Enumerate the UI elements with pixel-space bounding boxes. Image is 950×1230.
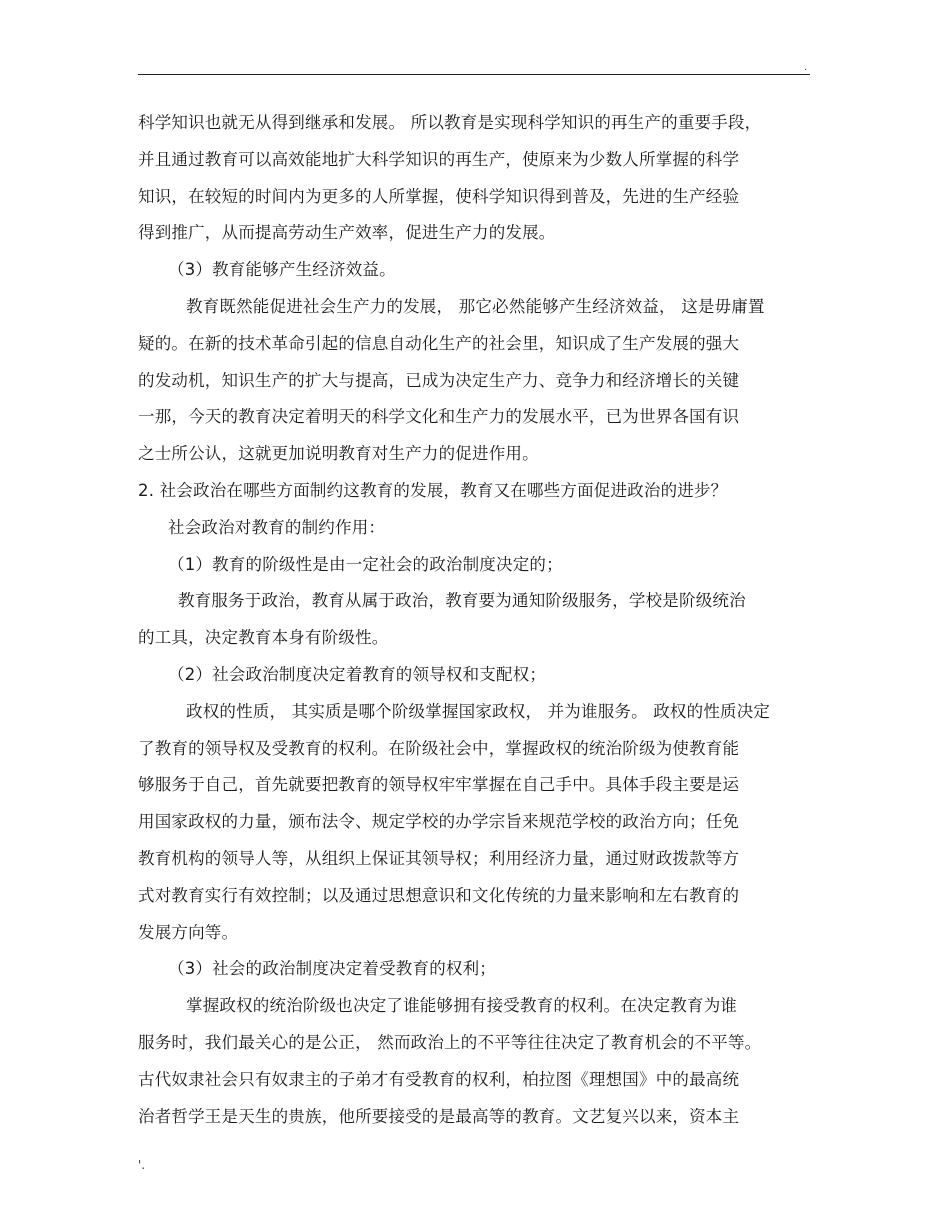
text-line: 政权的性质， 其实质是哪个阶级掌握国家政权， 并为谁服务。 政权的性质决定 [186,701,771,721]
text-line: 式对教育实行有效控制；以及通过思想意识和文化传统的力量来影响和左右教育的 [138,885,740,905]
subheading: （2）社会政治制度决定着教育的领导权和支配权； [168,664,547,684]
document-body [138,112,810,1142]
text-line: 了教育的领导权及受教育的权利。在阶级社会中，掌握政权的统治阶级为使教育能 [138,738,740,758]
subheading: （1）教育的阶级性是由一定社会的政治制度决定的； [168,554,563,574]
header-mark: . [804,62,808,73]
text-line: 古代奴隶社会只有奴隶主的子弟才有受教育的权利，柏拉图《理想国》中的最高统 [138,1069,740,1089]
text-line: 教育服务于政治，教育从属于政治，教育要为通知阶级服务，学校是阶级统治 [178,591,746,611]
subheading: （3）社会的政治制度决定着受教育的权利； [168,959,496,979]
text-line: 发展方向等。 [138,922,239,942]
footer-mark: '. [138,1158,146,1172]
text-line: 够服务于自己，首先就要把教育的领导权牢牢掌握在自己手中。具体手段主要是运 [138,775,740,795]
text-line: 知识，在较短的时间内为更多的人所掌握，使科学知识得到普及，先进的生产经验 [138,186,740,206]
header-rule [138,74,810,75]
text-line: 得到推广，从而提高劳动生产效率，促进生产力的发展。 [138,223,556,243]
text-line: 一那，今天的教育决定着明天的科学文化和生产力的发展水平，已为世界各国有识 [138,407,740,427]
text-line: 服务时，我们最关心的是公正， 然而政治上的不平等往往决定了教育机会的不平等。 [138,1032,762,1052]
text-line: 科学知识也就无从得到继承和发展。 所以教育是实现科学知识的再生产的重要手段， [138,113,762,132]
text-line: 教育既然能促进社会生产力的发展， 那它必然能够产生经济效益， 这是毋庸置 [186,296,765,316]
question-heading: 2. 社会政治在哪些方面制约这教育的发展，教育又在哪些方面促进政治的进步？ [138,480,728,500]
text-line: 的发动机，知识生产的扩大与提高，已成为决定生产力、竞争力和经济增长的关键 [138,370,740,390]
text-line: 之士所公认，这就更加说明教育对生产力的促进作用。 [138,444,539,464]
text-line: 用国家政权的力量，颁布法令、规定学校的办学宗旨来规范学校的政治方向；任免 [138,812,740,832]
subheading: （3）教育能够产生经济效益。 [168,260,396,280]
text-line: 并且通过教育可以高效能地扩大科学知识的再生产，使原来为少数人所掌握的科学 [138,149,740,169]
subheading: 社会政治对教育的制约作用： [168,517,386,537]
text-line: 掌握政权的统治阶级也决定了谁能够拥有接受教育的权利。在决定教育为谁 [186,996,738,1016]
text-line: 治者哲学王是天生的贵族，他所要接受的是最高等的教育。文艺复兴以来，资本主 [138,1106,740,1126]
text-line: 的工具，决定教育本身有阶级性。 [138,628,389,648]
text-line: 疑的。在新的技术革命引起的信息自动化生产的社会里，知识成了生产发展的强大 [138,333,740,353]
text-line: 教育机构的领导人等，从组织上保证其领导权；利用经济力量，通过财政拨款等方 [138,848,740,868]
